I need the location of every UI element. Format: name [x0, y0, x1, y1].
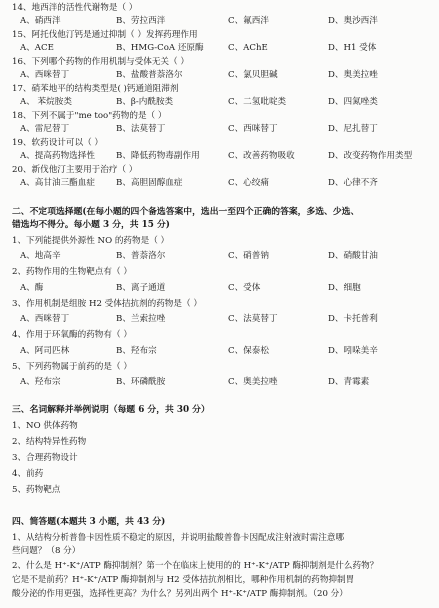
s2-question-2-options: [20, 282, 439, 294]
s2-question-4-stem: 4、作用于环氧酶的药物有（ ）: [12, 330, 132, 340]
s2-question-1-stem: 1、下列能提供外源性 NO 的药物是（ ）: [12, 236, 170, 246]
option-d: D、青霉素: [328, 377, 370, 387]
term-item: 3、合理药物设计: [12, 453, 78, 463]
question-16-options: [20, 69, 439, 81]
option-d: D、硝酸甘油: [328, 251, 378, 261]
option-c: C、硝普钠: [228, 251, 269, 261]
option-a: A、雷尼替丁: [20, 124, 70, 134]
option-d: D、心律不齐: [328, 178, 378, 188]
section-2-heading-line-1: 二、不定项选择题(在每小题的四个备选答案中，选出一至四个正确的答案，多选、少选、: [12, 207, 360, 217]
option-a: A、提高药物选择性: [20, 151, 95, 161]
term-item: 2、结构特异性药物: [12, 437, 87, 447]
option-a: A、 苯烷胺类: [20, 97, 72, 107]
option-a: A、硝西泮: [20, 16, 61, 26]
option-b: B、普萘洛尔: [116, 251, 166, 261]
term-item: 1、NO 供体药物: [12, 421, 78, 431]
option-b: B、兰索拉唑: [116, 314, 166, 324]
option-d: D、吲哚美辛: [328, 346, 378, 356]
question-15-options: [20, 42, 439, 54]
s2-question-4-options: [20, 345, 439, 357]
option-d: D、卡托普利: [328, 314, 378, 324]
term-item: 4、前药: [12, 469, 44, 479]
option-d: D、奥沙西泮: [328, 16, 378, 26]
option-a: A、阿司匹林: [20, 346, 70, 356]
question-18-options: [20, 123, 439, 135]
option-b: B、β-内酰胺类: [116, 97, 174, 107]
question-20-options: [20, 177, 439, 189]
question-15-stem: 15、阿托伐他汀钙是通过抑制（ ）发挥药理作用: [12, 30, 198, 40]
option-b: B、劳拉西泮: [116, 16, 166, 26]
s4-question-2-line-1: 2、什么是 H⁺-K⁺/ATP 酶抑制剂？第一个在临床上使用的的 H⁺-K⁺/ATP 酶抑制剂是什么药物？: [12, 561, 379, 571]
option-a: A、高甘油三酯血症: [20, 178, 95, 188]
section-3-heading: 三、名词解释并举例说明（每题 6 分，共 30 分）: [12, 405, 210, 415]
s4-question-1-line-2: 些问题？（8 分）: [12, 546, 81, 556]
option-b: B、离子通道: [116, 283, 166, 293]
s2-question-3-options: [20, 313, 439, 325]
option-b: B、盐酸普萘洛尔: [116, 70, 183, 80]
option-a: A、地高辛: [20, 251, 61, 261]
option-c: C、氟西泮: [228, 16, 269, 26]
question-14-options: [20, 15, 439, 27]
option-d: D、四氮唑类: [328, 97, 378, 107]
option-a: A、西咪替丁: [20, 314, 70, 324]
option-a: A、酶: [20, 283, 44, 293]
option-b: B、环磷酰胺: [116, 377, 166, 387]
option-c: C、保泰松: [228, 346, 269, 356]
option-c: C、改善药物吸收: [228, 151, 295, 161]
option-c: C、受体: [228, 283, 261, 293]
option-c: C、心绞痛: [228, 178, 269, 188]
question-19-stem: 19、软药设计可以（ ）: [12, 138, 104, 148]
option-d: D、改变药物作用类型: [328, 151, 413, 161]
s4-question-2-line-2: 它是不是前药？H⁺-K⁺/ATP 酶抑制剂与 H2 受体拮抗剂相比，哪种作用机制的药物抑制胃: [12, 575, 355, 585]
option-c: C、法莫替丁: [228, 314, 278, 324]
question-17-stem: 17、硝苯地平的结构类型是( )钙通道阻滞剂: [12, 84, 179, 94]
s4-question-1-line-1: 1、从结构分析普鲁卡因性质不稳定的原因，并说明盐酸普鲁卡因配成注射液时需注意哪: [12, 533, 345, 543]
question-20-stem: 20、新伐他汀主要用于治疗（ ）: [12, 165, 138, 175]
s2-question-5-options: [20, 376, 439, 388]
option-c: C、奥美拉唑: [228, 377, 278, 387]
question-19-options: [20, 150, 439, 162]
option-d: D、尼扎替丁: [328, 124, 378, 134]
option-d: D、细胞: [328, 283, 361, 293]
question-14-stem: 14、地西泮的活性代谢物是（ ）: [12, 3, 138, 13]
option-b: B、HMG-CoA 还原酶: [116, 43, 204, 53]
s2-question-5-stem: 5、下列药物属于前药的是（ ）: [12, 362, 132, 372]
option-a: A、羟布宗: [20, 377, 61, 387]
section-4-heading: 四、简答题(本题共 3 小题，共 43 分): [12, 517, 166, 527]
question-18-stem: 18、下列不属于"me too"药物的是（ ）: [12, 111, 167, 121]
term-item: 5、药物靶点: [12, 485, 61, 495]
option-b: B、高胆固醇血症: [116, 178, 183, 188]
option-c: C、AChE: [228, 43, 268, 53]
option-b: B、羟布宗: [116, 346, 157, 356]
option-c: C、氯贝胆碱: [228, 70, 278, 80]
option-d: D、奥美拉唑: [328, 70, 378, 80]
option-d: D、H1 受体: [328, 43, 377, 53]
option-b: B、法莫替丁: [116, 124, 166, 134]
s2-question-1-options: [20, 250, 439, 262]
s2-question-3-stem: 3、作用机制是组胺 H2 受体拮抗剂的药物是（ ）: [12, 299, 202, 309]
option-b: B、降低药物毒副作用: [116, 151, 200, 161]
option-a: A、西咪替丁: [20, 70, 70, 80]
s2-question-2-stem: 2、药物作用的生物靶点有（ ）: [12, 267, 132, 277]
option-c: C、二氢吡啶类: [228, 97, 287, 107]
question-17-options: [20, 96, 439, 108]
question-16-stem: 16、下列哪个药物的作用机制与受体无关（ ）: [12, 57, 189, 67]
option-a: A、ACE: [20, 43, 54, 53]
option-c: C、西咪替丁: [228, 124, 278, 134]
s4-question-2-line-3: 酸分泌的作用更强，选择性更高？为什么？另列出两个 H⁺-K⁺/ATP 酶抑制剂。（20 分）: [12, 589, 348, 599]
section-2-heading-line-2: 错选均不得分。每小题 3 分，共 15 分): [12, 220, 170, 230]
